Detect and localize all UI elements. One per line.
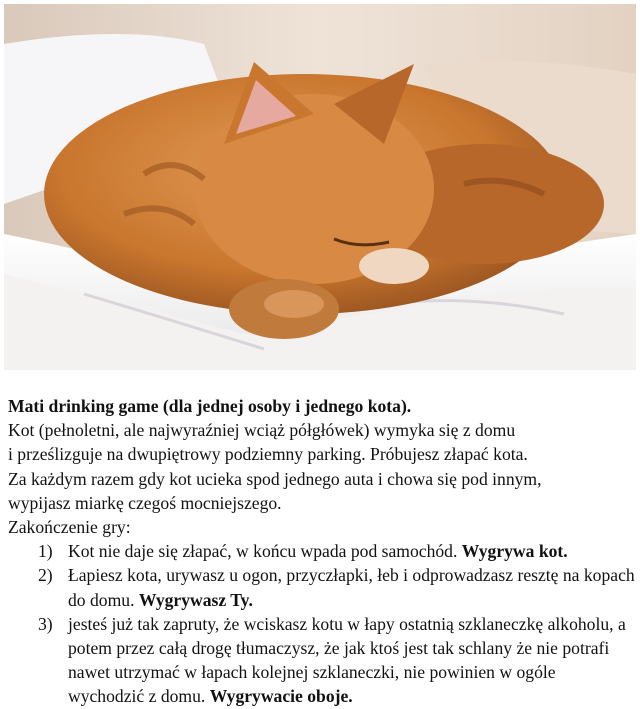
ending-item-3 xyxy=(8,612,636,709)
rule-line-1: Za każdym razem gdy kot ucieka spod jednego auta i chowa się pod innym, xyxy=(8,468,542,489)
ending-text: jesteś już tak zapruty, że wciskasz kotu w łapy ostatnią szklaneczkę alkoholu, a potem przez całą drogę tłumaczysz, że jak ktoś jest tak schlany że nie potrafi nawet utrzymać w łapach kolejnej szklaneczki, nie powinien w ogóle wychodzić z domu. xyxy=(68,613,626,707)
intro-line-2: i prześlizguje na dwupiętrowy podziemny parking. Próbujesz złapać kota. xyxy=(8,444,528,465)
ending-number: 2) xyxy=(38,565,53,586)
ending-number: 1) xyxy=(38,541,53,562)
endings-list xyxy=(8,539,636,708)
ending-item-1 xyxy=(8,539,636,563)
ending-result: Wygrywa kot. xyxy=(461,541,568,562)
ending-number: 3) xyxy=(38,613,53,634)
article-title: Mati drinking game (dla jednej osoby i jednego kota). xyxy=(8,396,412,416)
ending-item-2 xyxy=(8,563,636,611)
ending-text: Łapiesz kota, urywasz u ogon, przyczłapki, łeb i odprowadzasz resztę na kopach do domu. xyxy=(68,565,635,610)
article xyxy=(8,394,636,709)
cat-photo xyxy=(4,4,636,370)
intro-line-1: Kot (pełnoletni, ale najwyraźniej wciąż półgłówek) wymyka się z domu xyxy=(8,420,516,441)
sleeping-cat-illustration xyxy=(4,4,636,370)
ending-text: Kot nie daje się złapać, w końcu wpada pod samochód. xyxy=(68,541,458,562)
ending-result: Wygrywasz Ty. xyxy=(138,589,253,610)
ending-result: Wygrywacie oboje. xyxy=(209,686,353,707)
rule-line-2: wypijasz miarkę czegoś mocniejszego. xyxy=(8,492,282,513)
ending-label: Zakończenie gry: xyxy=(8,517,131,538)
